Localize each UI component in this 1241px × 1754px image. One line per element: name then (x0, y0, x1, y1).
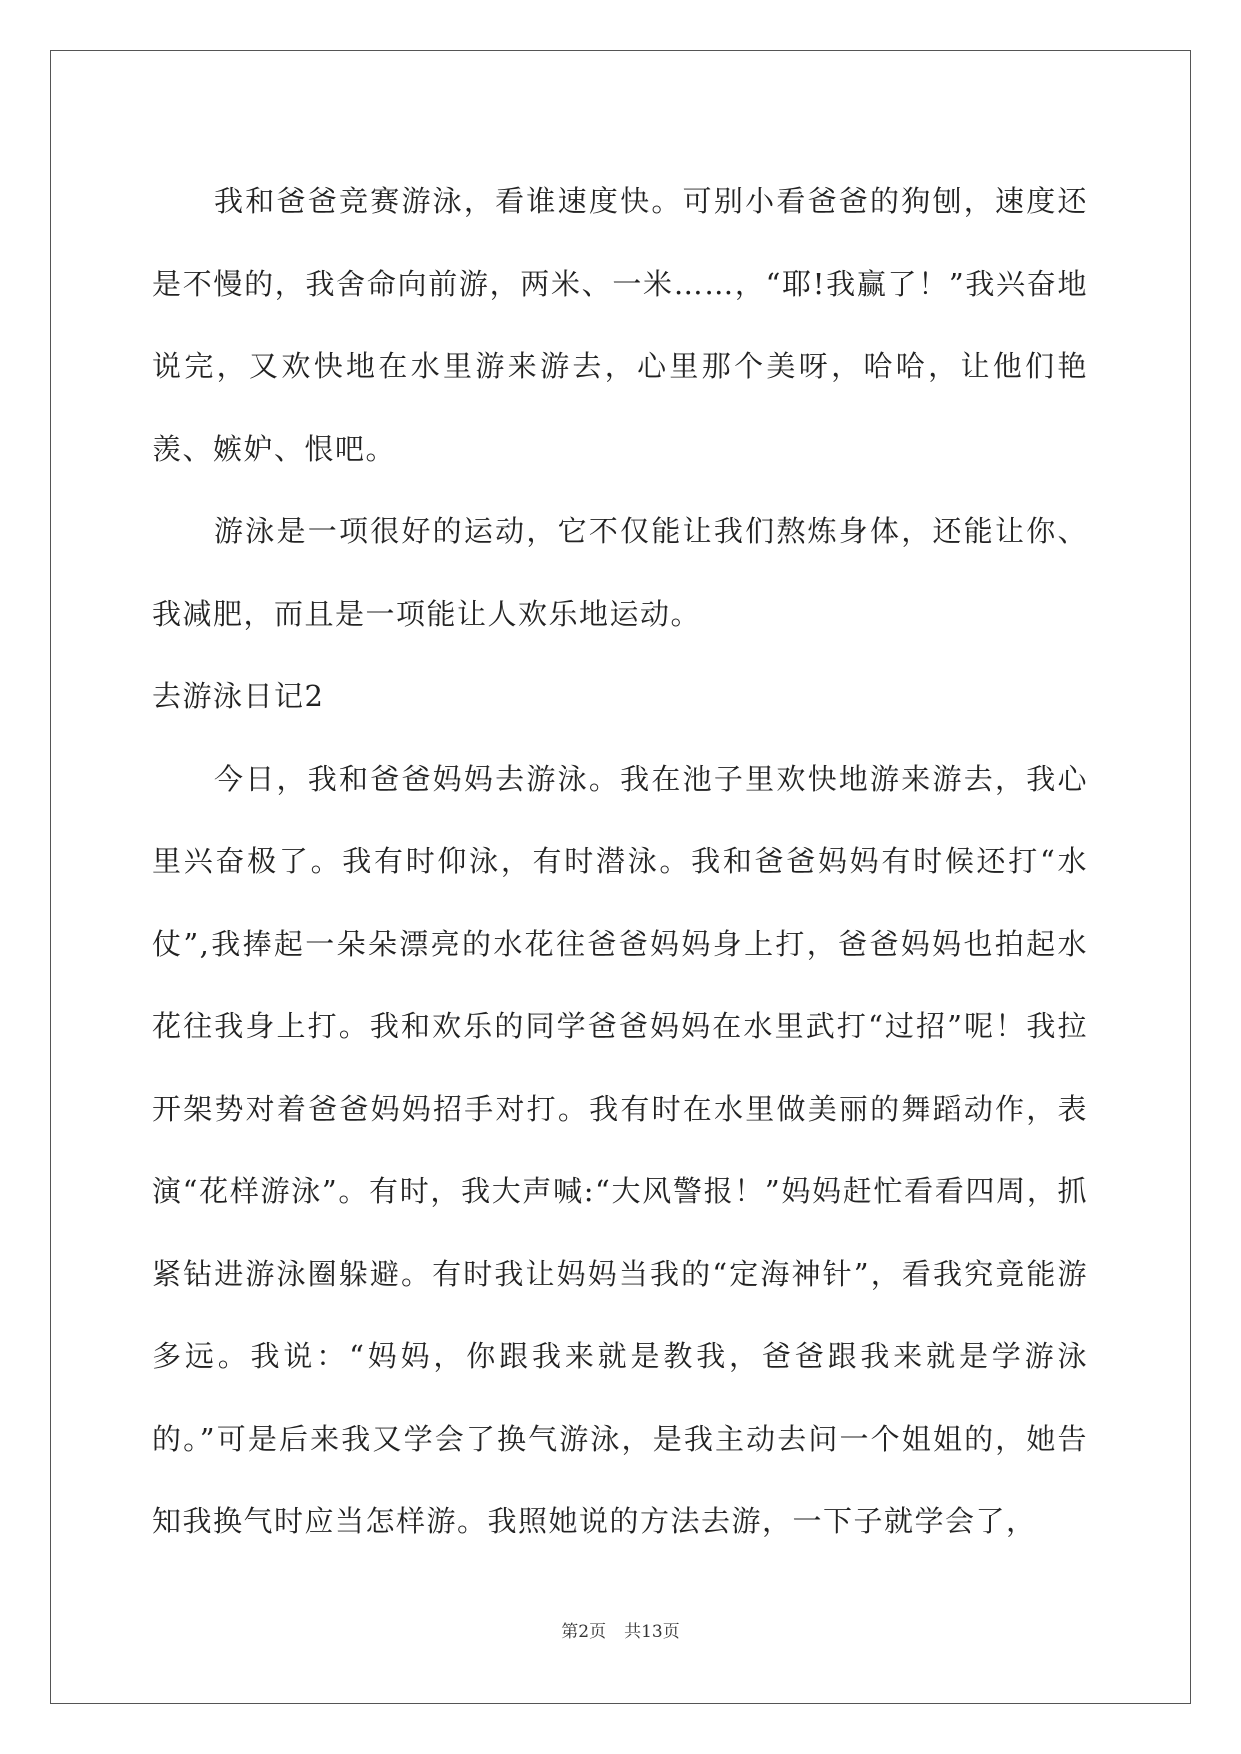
paragraph-2: 游泳是一项很好的运动，它不仅能让我们熬炼身体，还能让你、我减肥，而且是一项能让人欢乐地运动。 (152, 514, 1088, 631)
section-heading: 去游泳日记2 (152, 679, 325, 713)
document-body (152, 160, 1088, 1563)
page-number: 第2页 (561, 1622, 607, 1642)
paragraph-1: 我和爸爸竞赛游泳，看谁速度快。可别小看爸爸的狗刨，速度还是不慢的，我舍命向前游，两米、一米……，“耶!我赢了！”我兴奋地说完，又欢快地在水里游来游去，心里那个美呀，哈哈，让他们艳羡、嫉妒、恨吧。 (152, 184, 1088, 466)
paragraph-3: 今日，我和爸爸妈妈去游泳。我在池子里欢快地游来游去，我心里兴奋极了。我有时仰泳，有时潜泳。我和爸爸妈妈有时候还打“水仗”,我捧起一朵朵漂亮的水花往爸爸妈妈身上打，爸爸妈妈也拍起水花往我身上打。我和欢乐的同学爸爸妈妈在水里武打“过招”呢！我拉开架势对着爸爸妈妈招手对打。我有时在水里做美丽的舞蹈动作，表演“花样游泳”。有时，我大声喊:“大风警报！”妈妈赶忙看看四周，抓紧钻进游泳圈躲避。有时我让妈妈当我的“定海神针”，看我究竟能游多远。我说：“妈妈，你跟我来就是教我，爸爸跟我来就是学游泳的。”可是后来我又学会了换气游泳，是我主动去问一个姐姐的，她告知我换气时应当怎样游。我照她说的方法去游，一下子就学会了， (152, 761, 1088, 1538)
page-footer (0, 1617, 1241, 1642)
page-total: 共13页 (624, 1622, 680, 1642)
